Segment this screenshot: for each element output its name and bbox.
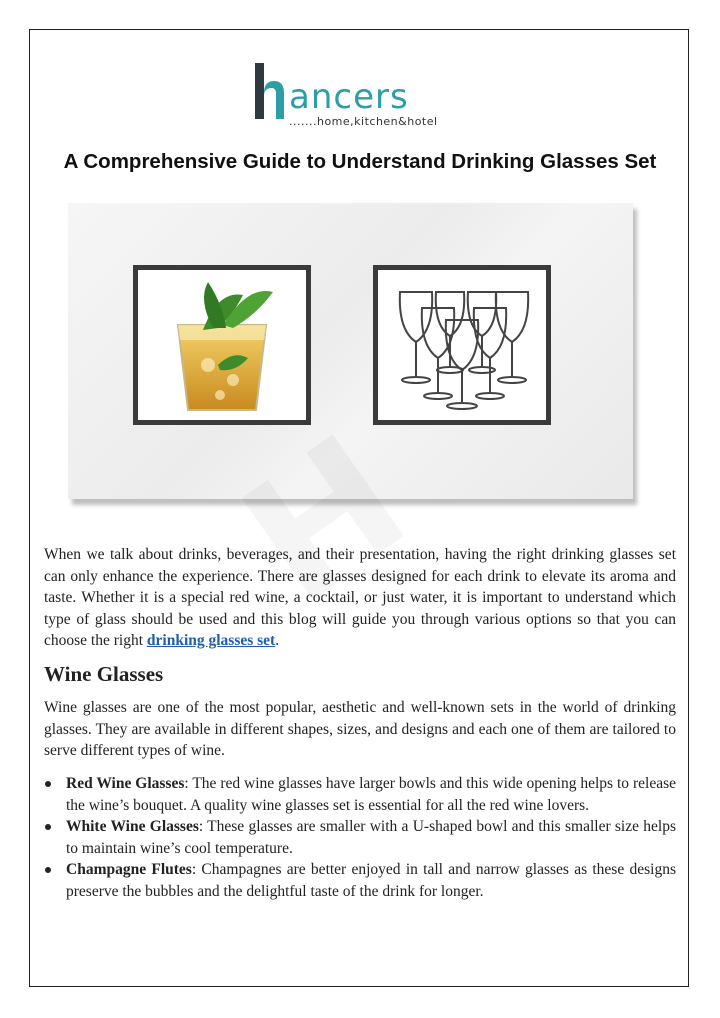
list-item: [44, 816, 676, 859]
cocktail-glass-image: [133, 265, 311, 425]
bullet-icon: [45, 867, 51, 873]
list-item-term: White Wine Glasses: [66, 818, 199, 835]
list-item-term: Champagne Flutes: [66, 861, 192, 878]
intro-paragraph: [44, 544, 676, 652]
bullet-icon: [45, 781, 51, 787]
list-item-text: : The red wine glasses have larger bowls and this wide opening helps to release the wine’s bouquet. A quality wine glasses set is essential for all the red wine lovers.: [66, 775, 676, 814]
section-heading: Wine Glasses: [44, 662, 164, 686]
section-paragraph: Wine glasses are one of the most popular, aesthetic and well-known sets in the world of drinking glasses. They are available in different shapes, sizes, and designs and each one of them are tailored to serve different types of wine.: [44, 699, 676, 759]
intro-text: When we talk about drinks, beverages, and their presentation, having the right drinking glasses set can only enhance the experience. There are glasses designed for each drink to elevate its aroma and taste. Whether it is a special red wine, a cocktail, or just water, it is important to understand which type of glass should be used and this blog will guide you through various options so that you can choose the right: [44, 546, 676, 649]
list-item-text: : Champagnes are better enjoyed in tall and narrow glasses as these designs preserve the bubbles and the delightful taste of the drink for longer.: [66, 861, 676, 900]
logo-wordmark: ancers: [289, 77, 409, 117]
list-item-text: : These glasses are smaller with a U-shaped bowl and this smaller size helps to maintain wine’s cool temperature.: [66, 818, 676, 857]
wine-glass-types-list: [44, 773, 676, 902]
logo-tagline: .......home,kitchen&hotel: [289, 115, 438, 128]
hero-banner: [68, 203, 633, 499]
list-item-term: Red Wine Glasses: [66, 775, 185, 792]
bullet-icon: [45, 824, 51, 830]
intro-tail: .: [275, 632, 280, 649]
list-item: [44, 773, 676, 816]
drinking-glasses-set-link[interactable]: drinking glasses set: [146, 632, 276, 649]
page-title: A Comprehensive Guide to Understand Drinking Glasses Set: [63, 150, 657, 173]
wine-glasses-icon: [378, 270, 546, 420]
cocktail-glass-icon: [138, 270, 306, 420]
wine-glasses-image: [373, 265, 551, 425]
hancers-logo[interactable]: [255, 63, 465, 135]
logo-h-icon: [255, 63, 285, 119]
list-item: [44, 859, 676, 902]
